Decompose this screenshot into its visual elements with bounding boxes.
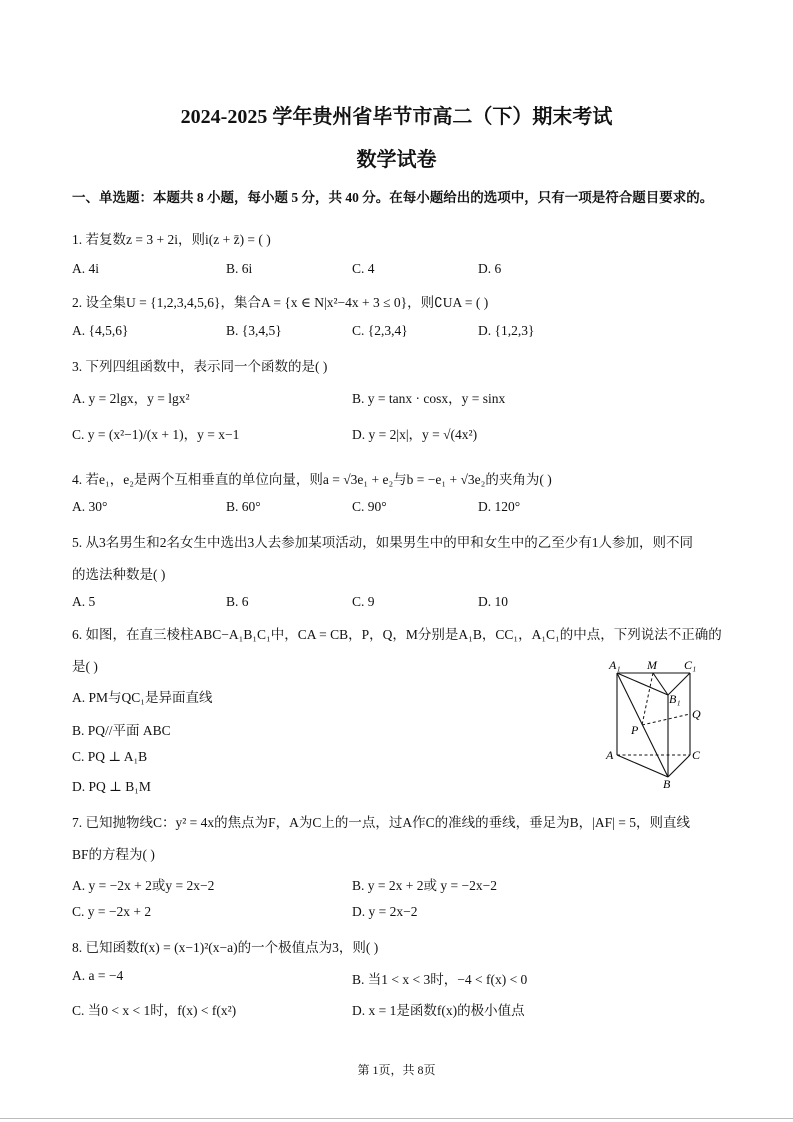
q7-option-d: D. y = 2x−2	[352, 904, 418, 919]
question-7-stem-cont: BF的方程为( )	[72, 847, 155, 862]
label-a: A	[606, 748, 614, 762]
label-q: Q	[692, 707, 701, 721]
q4-option-d: D. 120°	[478, 499, 521, 514]
q8-option-d: D. x = 1是函数f(x)的极小值点	[352, 1003, 525, 1018]
q7-option-b: B. y = 2x + 2或 y = −2x−2	[352, 878, 497, 893]
q1-option-c: C. 4	[352, 261, 375, 276]
q3-option-c: C. y = (x²−1)/(x + 1)，y = x−1	[72, 427, 240, 442]
q8-option-c: C. 当0 < x < 1时，f(x) < f(x²)	[72, 1003, 237, 1018]
q6-option-b: B. PQ//平面 ABC	[72, 723, 171, 738]
q6-option-d: D. PQ ⊥ B₁M	[72, 779, 151, 794]
q8-option-b: B. 当1 < x < 3时，−4 < f(x) < 0	[352, 972, 528, 987]
question-2-stem: 2. 设全集U = {1,2,3,4,5,6}，集合A = {x ∈ N|x²−4x + 3 ≤ 0}，则∁UA = ( )	[72, 295, 489, 310]
q2-option-a: A. {4,5,6}	[72, 323, 129, 338]
q2-option-c: C. {2,3,4}	[352, 323, 408, 338]
q4-option-a: A. 30°	[72, 499, 108, 514]
q1-option-a: A. 4i	[72, 261, 99, 276]
q5-option-a: A. 5	[72, 594, 96, 609]
label-b: B	[663, 777, 671, 790]
q6-option-a: A. PM与QC₁是异面直线	[72, 690, 213, 705]
question-8-stem: 8. 已知函数f(x) = (x−1)²(x−a)的一个极值点为3，则( )	[72, 940, 379, 955]
page-bottom-divider	[0, 1118, 793, 1119]
exam-title: 2024-2025 学年贵州省毕节市高二（下）期末考试	[180, 106, 613, 128]
q2-option-d: D. {1,2,3}	[478, 323, 535, 338]
label-m: M	[647, 658, 657, 672]
label-b1: B₁	[669, 692, 681, 706]
q7-option-c: C. y = −2x + 2	[72, 904, 152, 919]
q7-option-a: A. y = −2x + 2或y = 2x−2	[72, 878, 215, 893]
q3-option-b: B. y = tanx · cosx，y = sinx	[352, 391, 506, 406]
q4-option-b: B. 60°	[226, 499, 261, 514]
q6-option-c: C. PQ ⊥ A₁B	[72, 749, 148, 764]
q5-option-b: B. 6	[226, 594, 249, 609]
question-7-stem: 7. 已知抛物线C：y² = 4x的焦点为F，A为C上的一点，过A作C的准线的垂线，垂足为B，|AF| = 5，则直线	[72, 815, 690, 830]
page-footer: 第 1页，共 8页	[357, 1063, 436, 1077]
q3-option-a: A. y = 2lgx，y = lgx²	[72, 391, 190, 406]
question-6-stem: 6. 如图，在直三棱柱ABC−A₁B₁C₁中，CA = CB，P，Q，M分别是A₁B，CC₁，A₁C₁的中点，下列说法不正确的	[72, 627, 722, 642]
label-p: P	[631, 723, 639, 737]
prism-figure	[600, 655, 720, 790]
question-6-stem-cont: 是( )	[72, 659, 98, 674]
label-a1: A₁	[609, 658, 621, 672]
label-c: C	[692, 748, 701, 762]
label-c1: C₁	[684, 658, 697, 672]
q4-option-c: C. 90°	[352, 499, 387, 514]
question-5-stem-cont: 的选法种数是( )	[72, 567, 166, 582]
question-3-stem: 3. 下列四组函数中，表示同一个函数的是( )	[72, 359, 328, 374]
question-1-stem: 1. 若复数z = 3 + 2i，则i(z + z̄) = ( )	[72, 232, 271, 247]
section-heading: 一、单选题：本题共 8 小题，每小题 5 分，共 40 分。在每小题给出的选项中，只有一项是符合题目要求的。	[72, 190, 714, 205]
q3-option-d: D. y = 2|x|，y = √(4x²)	[352, 427, 478, 442]
q5-option-d: D. 10	[478, 594, 508, 609]
q1-option-d: D. 6	[478, 261, 502, 276]
question-4-stem: 4. 若e₁，e₂是两个互相垂直的单位向量，则a = √3e₁ + e₂与b = −e₁ + √3e₂的夹角为( )	[72, 472, 552, 487]
q8-option-a: A. a = −4	[72, 968, 124, 983]
question-5-stem: 5. 从3名男生和2名女生中选出3人去参加某项活动，如果男生中的甲和女生中的乙至少有1人参加，则不同	[72, 535, 693, 550]
q1-option-b: B. 6i	[226, 261, 253, 276]
q2-option-b: B. {3,4,5}	[226, 323, 282, 338]
q5-option-c: C. 9	[352, 594, 375, 609]
exam-subtitle: 数学试卷	[356, 149, 437, 171]
